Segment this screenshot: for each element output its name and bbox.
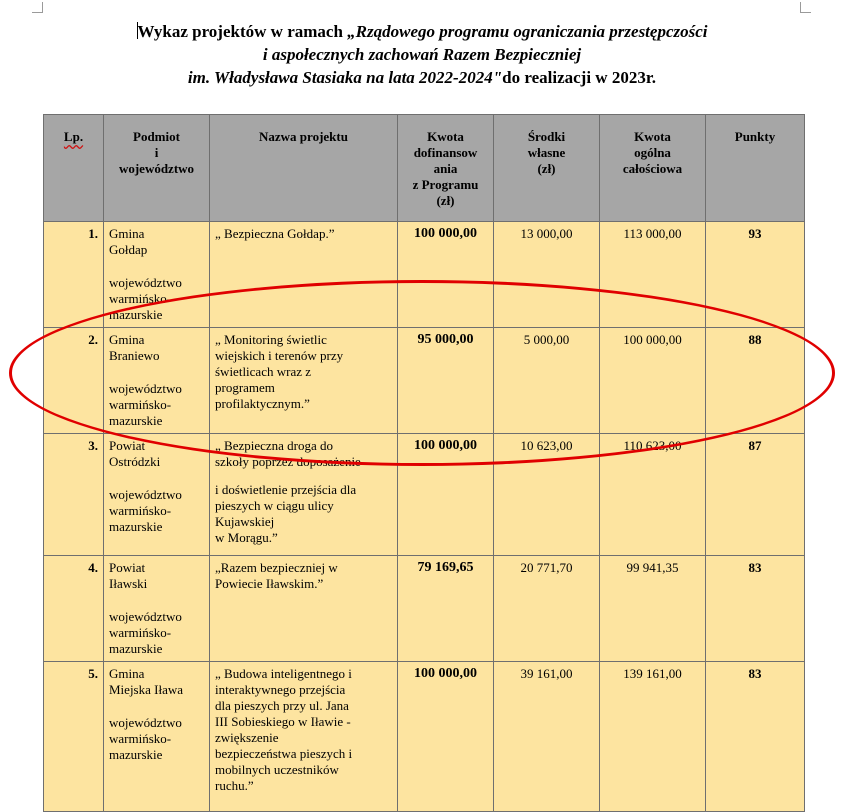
cell-kwota: 100 000,00: [398, 434, 494, 556]
cell-kwota: 95 000,00: [398, 328, 494, 434]
cell-srodki: 13 000,00: [494, 222, 600, 328]
projects-table: [43, 114, 805, 812]
table-row: [44, 328, 805, 434]
cell-ogolna: 110 623,00: [600, 434, 706, 556]
cell-punkty: 83: [706, 662, 805, 812]
cell-lp: 3.: [44, 434, 104, 556]
cell-ogolna: 113 000,00: [600, 222, 706, 328]
heading-program-line2: i aspołecznych zachowań Razem Bezpieczniej: [262, 45, 582, 64]
cell-lp: 4.: [44, 556, 104, 662]
cell-srodki: 39 161,00: [494, 662, 600, 812]
cell-nazwa: „ Budowa inteligentnego i interaktywnego przejścia dla pieszych przy ul. Jana III Sobieskiego w Iławie - zwiększenie bezpieczeństwa pieszych i mobilnych uczestników ruchu.”: [210, 662, 398, 812]
cell-punkty: 87: [706, 434, 805, 556]
header-kwota-ogolna: Kwota ogólna całościowa: [600, 115, 706, 222]
document-heading: [42, 20, 802, 89]
header-punkty: Punkty: [706, 115, 805, 222]
cell-nazwa: „ Bezpieczna droga do szkoły poprzez doposażenie i doświetlenie przejścia dla pieszych w ciągu ulicy Kujawskiej w Morągu.”: [210, 434, 398, 556]
cell-lp: 1.: [44, 222, 104, 328]
cell-srodki: 5 000,00: [494, 328, 600, 434]
header-lp: Lp.: [44, 115, 104, 222]
header-nazwa: Nazwa projektu: [210, 115, 398, 222]
cell-punkty: 93: [706, 222, 805, 328]
cell-ogolna: 99 941,35: [600, 556, 706, 662]
table-row: [44, 662, 805, 812]
table-row: [44, 556, 805, 662]
page-corner-mark-right: [800, 2, 811, 13]
table-row: [44, 222, 805, 328]
table-row: [44, 434, 805, 556]
heading-part1: Wykaz projektów w ramach: [137, 22, 348, 41]
cell-srodki: 10 623,00: [494, 434, 600, 556]
cell-punkty: 83: [706, 556, 805, 662]
cell-podmiot: Gmina Gołdap województwo warmińsko- mazurskie: [104, 222, 210, 328]
heading-part2: do realizacji w 2023r.: [502, 68, 657, 87]
cell-ogolna: 139 161,00: [600, 662, 706, 812]
heading-program-line3: im. Władysława Stasiaka na lata 2022-2024": [187, 68, 503, 87]
cell-podmiot: Powiat Iławski województwo warmińsko- mazurskie: [104, 556, 210, 662]
header-kwota-dofinansowania: Kwota dofinansow ania z Programu (zł): [398, 115, 494, 222]
cell-podmiot: Gmina Miejska Iława województwo warmińsko- mazurskie: [104, 662, 210, 812]
page-corner-mark-left: [32, 2, 43, 13]
cell-podmiot: Powiat Ostródzki województwo warmińsko- mazurskie: [104, 434, 210, 556]
table-header-row: [44, 115, 805, 222]
heading-program-line1: „Rządowego programu ograniczania przestępczości: [347, 22, 708, 41]
cell-nazwa: „ Bezpieczna Gołdap.”: [210, 222, 398, 328]
cell-srodki: 20 771,70: [494, 556, 600, 662]
cell-kwota: 100 000,00: [398, 662, 494, 812]
header-podmiot: Podmiot i województwo: [104, 115, 210, 222]
cell-nazwa: „Razem bezpieczniej w Powiecie Iławskim.”: [210, 556, 398, 662]
cell-nazwa: „ Monitoring świetlic wiejskich i terenów przy świetlicach wraz z programem profilaktycznym.”: [210, 328, 398, 434]
cell-podmiot: Gmina Braniewo województwo warmińsko- mazurskie: [104, 328, 210, 434]
cell-ogolna: 100 000,00: [600, 328, 706, 434]
cell-lp: 2.: [44, 328, 104, 434]
cell-kwota: 79 169,65: [398, 556, 494, 662]
cell-punkty: 88: [706, 328, 805, 434]
header-srodki-wlasne: Środki własne (zł): [494, 115, 600, 222]
cell-lp: 5.: [44, 662, 104, 812]
cell-kwota: 100 000,00: [398, 222, 494, 328]
